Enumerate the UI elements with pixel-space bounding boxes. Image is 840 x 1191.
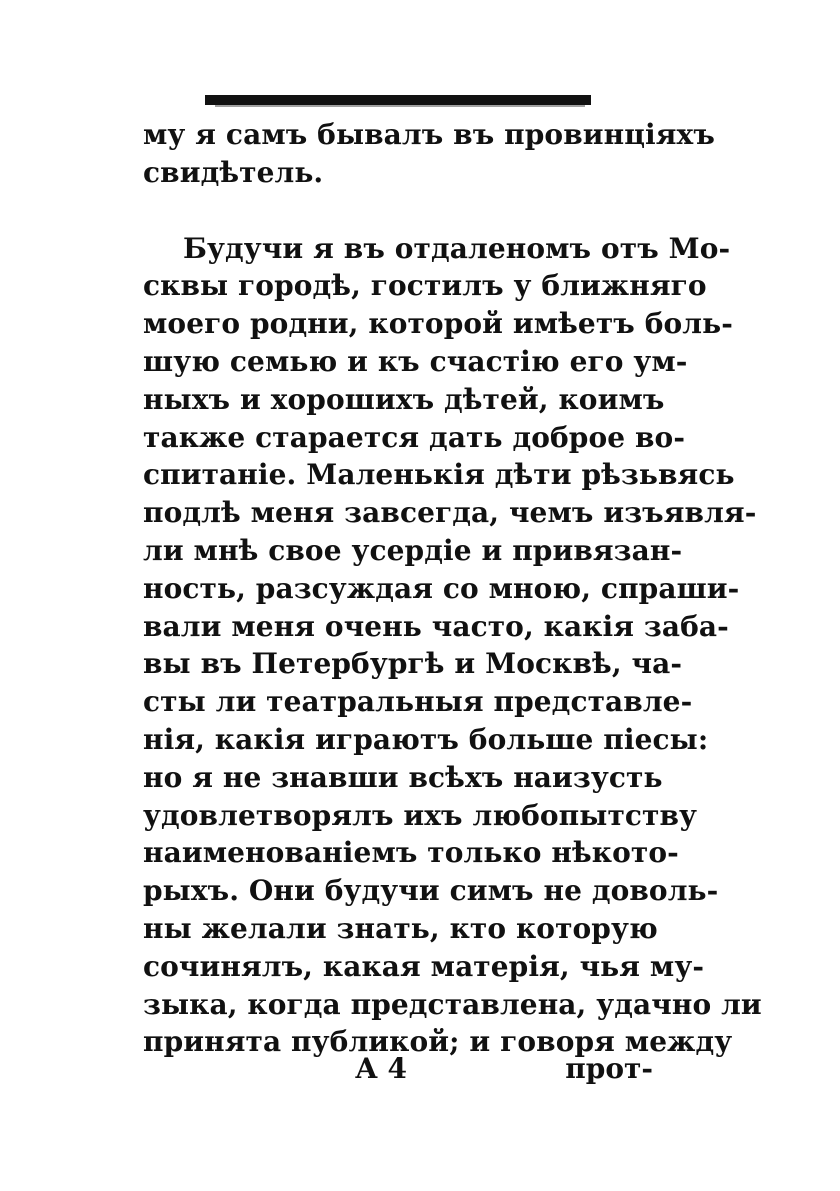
text-line: шую семью и къ счастію его ум-	[143, 344, 688, 378]
text-line: свидѣтель.	[143, 155, 324, 189]
text-line: сквы городѣ, гостилъ у ближняго	[143, 269, 707, 303]
signature-mark: А 4	[355, 1052, 408, 1085]
text-line: вали меня очень часто, какія заба-	[143, 609, 729, 643]
paragraph-gap	[143, 192, 653, 230]
body-text	[143, 116, 762, 1061]
text-line: но я не знавши всѣхъ наизусть	[143, 760, 663, 794]
text-line: ны желали знать, кто которую	[143, 911, 658, 945]
text-line: удовлетворялъ ихъ любопытству	[143, 798, 698, 832]
text-line: моего родни, которой имѣетъ боль-	[143, 307, 733, 341]
header-rule	[205, 95, 591, 105]
text-line: Будучи я въ отдаленомъ отъ Мо-	[183, 231, 731, 265]
text-line: нія, какія играютъ больше піесы:	[143, 722, 709, 756]
text-line: сочинялъ, какая матерія, чья му-	[143, 949, 705, 983]
text-line: рыхъ. Они будучи симъ не доволь-	[143, 874, 719, 908]
text-line: подлѣ меня завсегда, чемъ изъявля-	[143, 496, 757, 530]
text-line: му я самъ бывалъ въ провинціяхъ	[143, 118, 715, 151]
text-line: принята публикой; и говоря между	[143, 1025, 733, 1059]
text-line: сты ли театральныя представле-	[143, 685, 693, 719]
text-line: вы въ Петербургѣ и Москвѣ, ча-	[143, 647, 683, 681]
text-line: ли мнѣ свое усердіе и привязан-	[143, 533, 683, 567]
text-line: наименованіемъ только нѣкото-	[143, 836, 679, 870]
text-line: зыка, когда представлена, удачно ли	[143, 987, 762, 1021]
text-line: ныхъ и хорошихъ дѣтей, коимъ	[143, 382, 665, 416]
text-line: спитаніе. Маленькія дѣти рѣзьвясь	[143, 458, 735, 492]
page-footer	[143, 1052, 653, 1092]
header-rule-thin	[215, 105, 585, 107]
text-line: также старается дать доброе во-	[143, 420, 686, 454]
catchword: прот-	[565, 1052, 653, 1085]
text-line: ность, разсуждая со мною, спраши-	[143, 571, 740, 605]
